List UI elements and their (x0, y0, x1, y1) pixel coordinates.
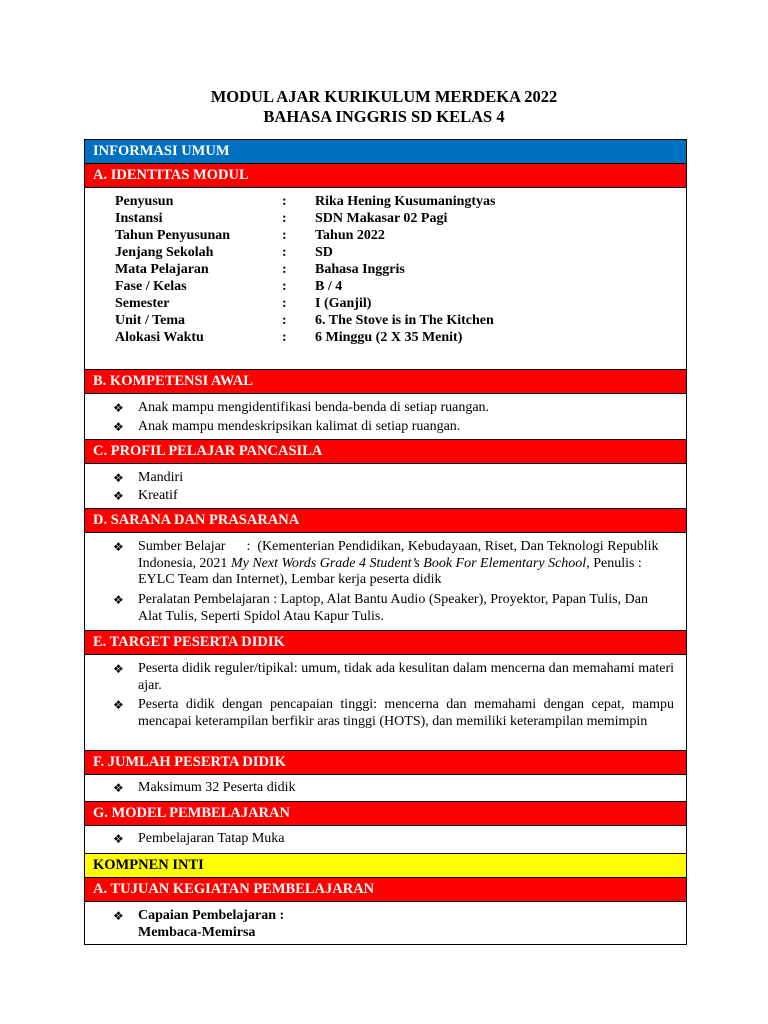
identitas-key: Alokasi Waktu (115, 330, 204, 345)
bullet-icon: ❖ (113, 662, 124, 676)
identitas-colon: : (282, 330, 287, 345)
list-item: ❖ Peserta didik dengan pencapaian tinggi: mencerna dan memahami dengan cepat, mampu mencapai keterampilan berfikir aras tinggi (HOTS), dan memiliki keterampilan memimpin (113, 697, 674, 729)
section-header-jumlah: F. JUMLAH PESERTA DIDIK (85, 751, 686, 775)
identitas-colon: : (282, 313, 287, 328)
tujuan-section (85, 902, 686, 944)
list-item: ❖ Anak mampu mendeskripsikan kalimat di setiap ruangan. (113, 419, 461, 434)
identitas-key: Unit / Tema (115, 313, 186, 328)
identitas-key: Tahun Penyusunan (115, 228, 231, 243)
kompetensi-section (85, 394, 686, 440)
list-item: ❖ Maksimum 32 Peserta didik (113, 780, 296, 795)
identitas-colon: : (282, 296, 287, 311)
module-table (84, 139, 687, 945)
identitas-value: SD (315, 245, 333, 260)
list-item: ❖ Peralatan Pembelajaran : Laptop, Alat Bantu Audio (Speaker), Proyektor, Papan Tulis, Dan Alat Tulis, Seperti Spidol Atau Kapur Tulis. (113, 592, 648, 624)
target-section (85, 655, 686, 751)
section-header-profil: C. PROFIL PELAJAR PANCASILA (85, 440, 686, 464)
bullet-icon: ❖ (113, 489, 124, 503)
list-item: ❖ Sumber Belajar : (Kementerian Pendidikan, Kebudayaan, Riset, Dan Teknologi Republik Indonesia, 2021 My Next Words Grade 4 Student’s Book For Elementary School, Penulis : EYLC Team dan Internet), Lembar kerja peserta didik (113, 539, 663, 587)
identitas-key: Instansi (115, 211, 163, 226)
section-header-model: G. MODEL PEMBELAJARAN (85, 802, 686, 826)
list-item: ❖ Anak mampu mengidentifikasi benda-benda di setiap ruangan. (113, 400, 490, 415)
bullet-icon: ❖ (113, 420, 124, 434)
identitas-value: B / 4 (315, 279, 343, 294)
bullet-icon: ❖ (113, 698, 124, 712)
section-header-sarana: D. SARANA DAN PRASARANA (85, 509, 686, 533)
document-title: MODUL AJAR KURIKULUM MERDEKA 2022 (210, 87, 558, 106)
sarana-section (85, 533, 686, 631)
section-header-target: E. TARGET PESERTA DIDIK (85, 631, 686, 655)
identitas-section (85, 188, 686, 370)
model-section (85, 826, 686, 854)
identitas-colon: : (282, 279, 287, 294)
list-item: ❖ Peserta didik reguler/tipikal: umum, tidak ada kesulitan dalam mencerna dan memahami materi ajar. (113, 661, 674, 693)
identitas-colon: : (282, 245, 287, 260)
identitas-key: Penyusun (115, 194, 174, 209)
bullet-icon: ❖ (113, 909, 124, 923)
section-header-informasi-umum: INFORMASI UMUM (85, 140, 686, 164)
section-header-identitas: A. IDENTITAS MODUL (85, 164, 686, 188)
identitas-key: Jenjang Sekolah (115, 245, 214, 260)
identitas-key: Mata Pelajaran (115, 262, 209, 277)
jumlah-section (85, 775, 686, 802)
identitas-value: SDN Makasar 02 Pagi (315, 211, 448, 226)
profil-section (85, 464, 686, 509)
bullet-icon: ❖ (113, 593, 124, 607)
document-subtitle: BAHASA INGGRIS SD KELAS 4 (263, 107, 505, 126)
identitas-value: 6. The Stove is in The Kitchen (315, 313, 494, 328)
identitas-value: Bahasa Inggris (315, 262, 405, 277)
bullet-icon: ❖ (113, 832, 124, 846)
list-item: ❖ Kreatif (113, 488, 178, 503)
section-header-tujuan: A. TUJUAN KEGIATAN PEMBELAJARAN (85, 878, 686, 902)
identitas-value: 6 Minggu (2 X 35 Menit) (315, 330, 463, 345)
list-item: ❖ Pembelajaran Tatap Muka (113, 831, 285, 846)
identitas-colon: : (282, 194, 287, 209)
identitas-value: I (Ganjil) (315, 296, 372, 311)
identitas-value: Tahun 2022 (315, 228, 385, 243)
section-header-kompetensi: B. KOMPETENSI AWAL (85, 370, 686, 394)
bullet-icon: ❖ (113, 540, 124, 554)
section-header-komponen-inti: KOMPNEN INTI (85, 854, 686, 878)
bullet-icon: ❖ (113, 781, 124, 795)
identitas-value: Rika Hening Kusumaningtyas (315, 194, 496, 209)
list-item: ❖ Mandiri (113, 470, 184, 485)
identitas-colon: : (282, 228, 287, 243)
identitas-key: Semester (115, 296, 170, 311)
identitas-key: Fase / Kelas (115, 279, 187, 294)
list-item: ❖ Capaian Pembelajaran : Membaca-Memirsa (113, 908, 285, 940)
identitas-colon: : (282, 262, 287, 277)
bullet-icon: ❖ (113, 401, 124, 415)
identitas-colon: : (282, 211, 287, 226)
bullet-icon: ❖ (113, 471, 124, 485)
